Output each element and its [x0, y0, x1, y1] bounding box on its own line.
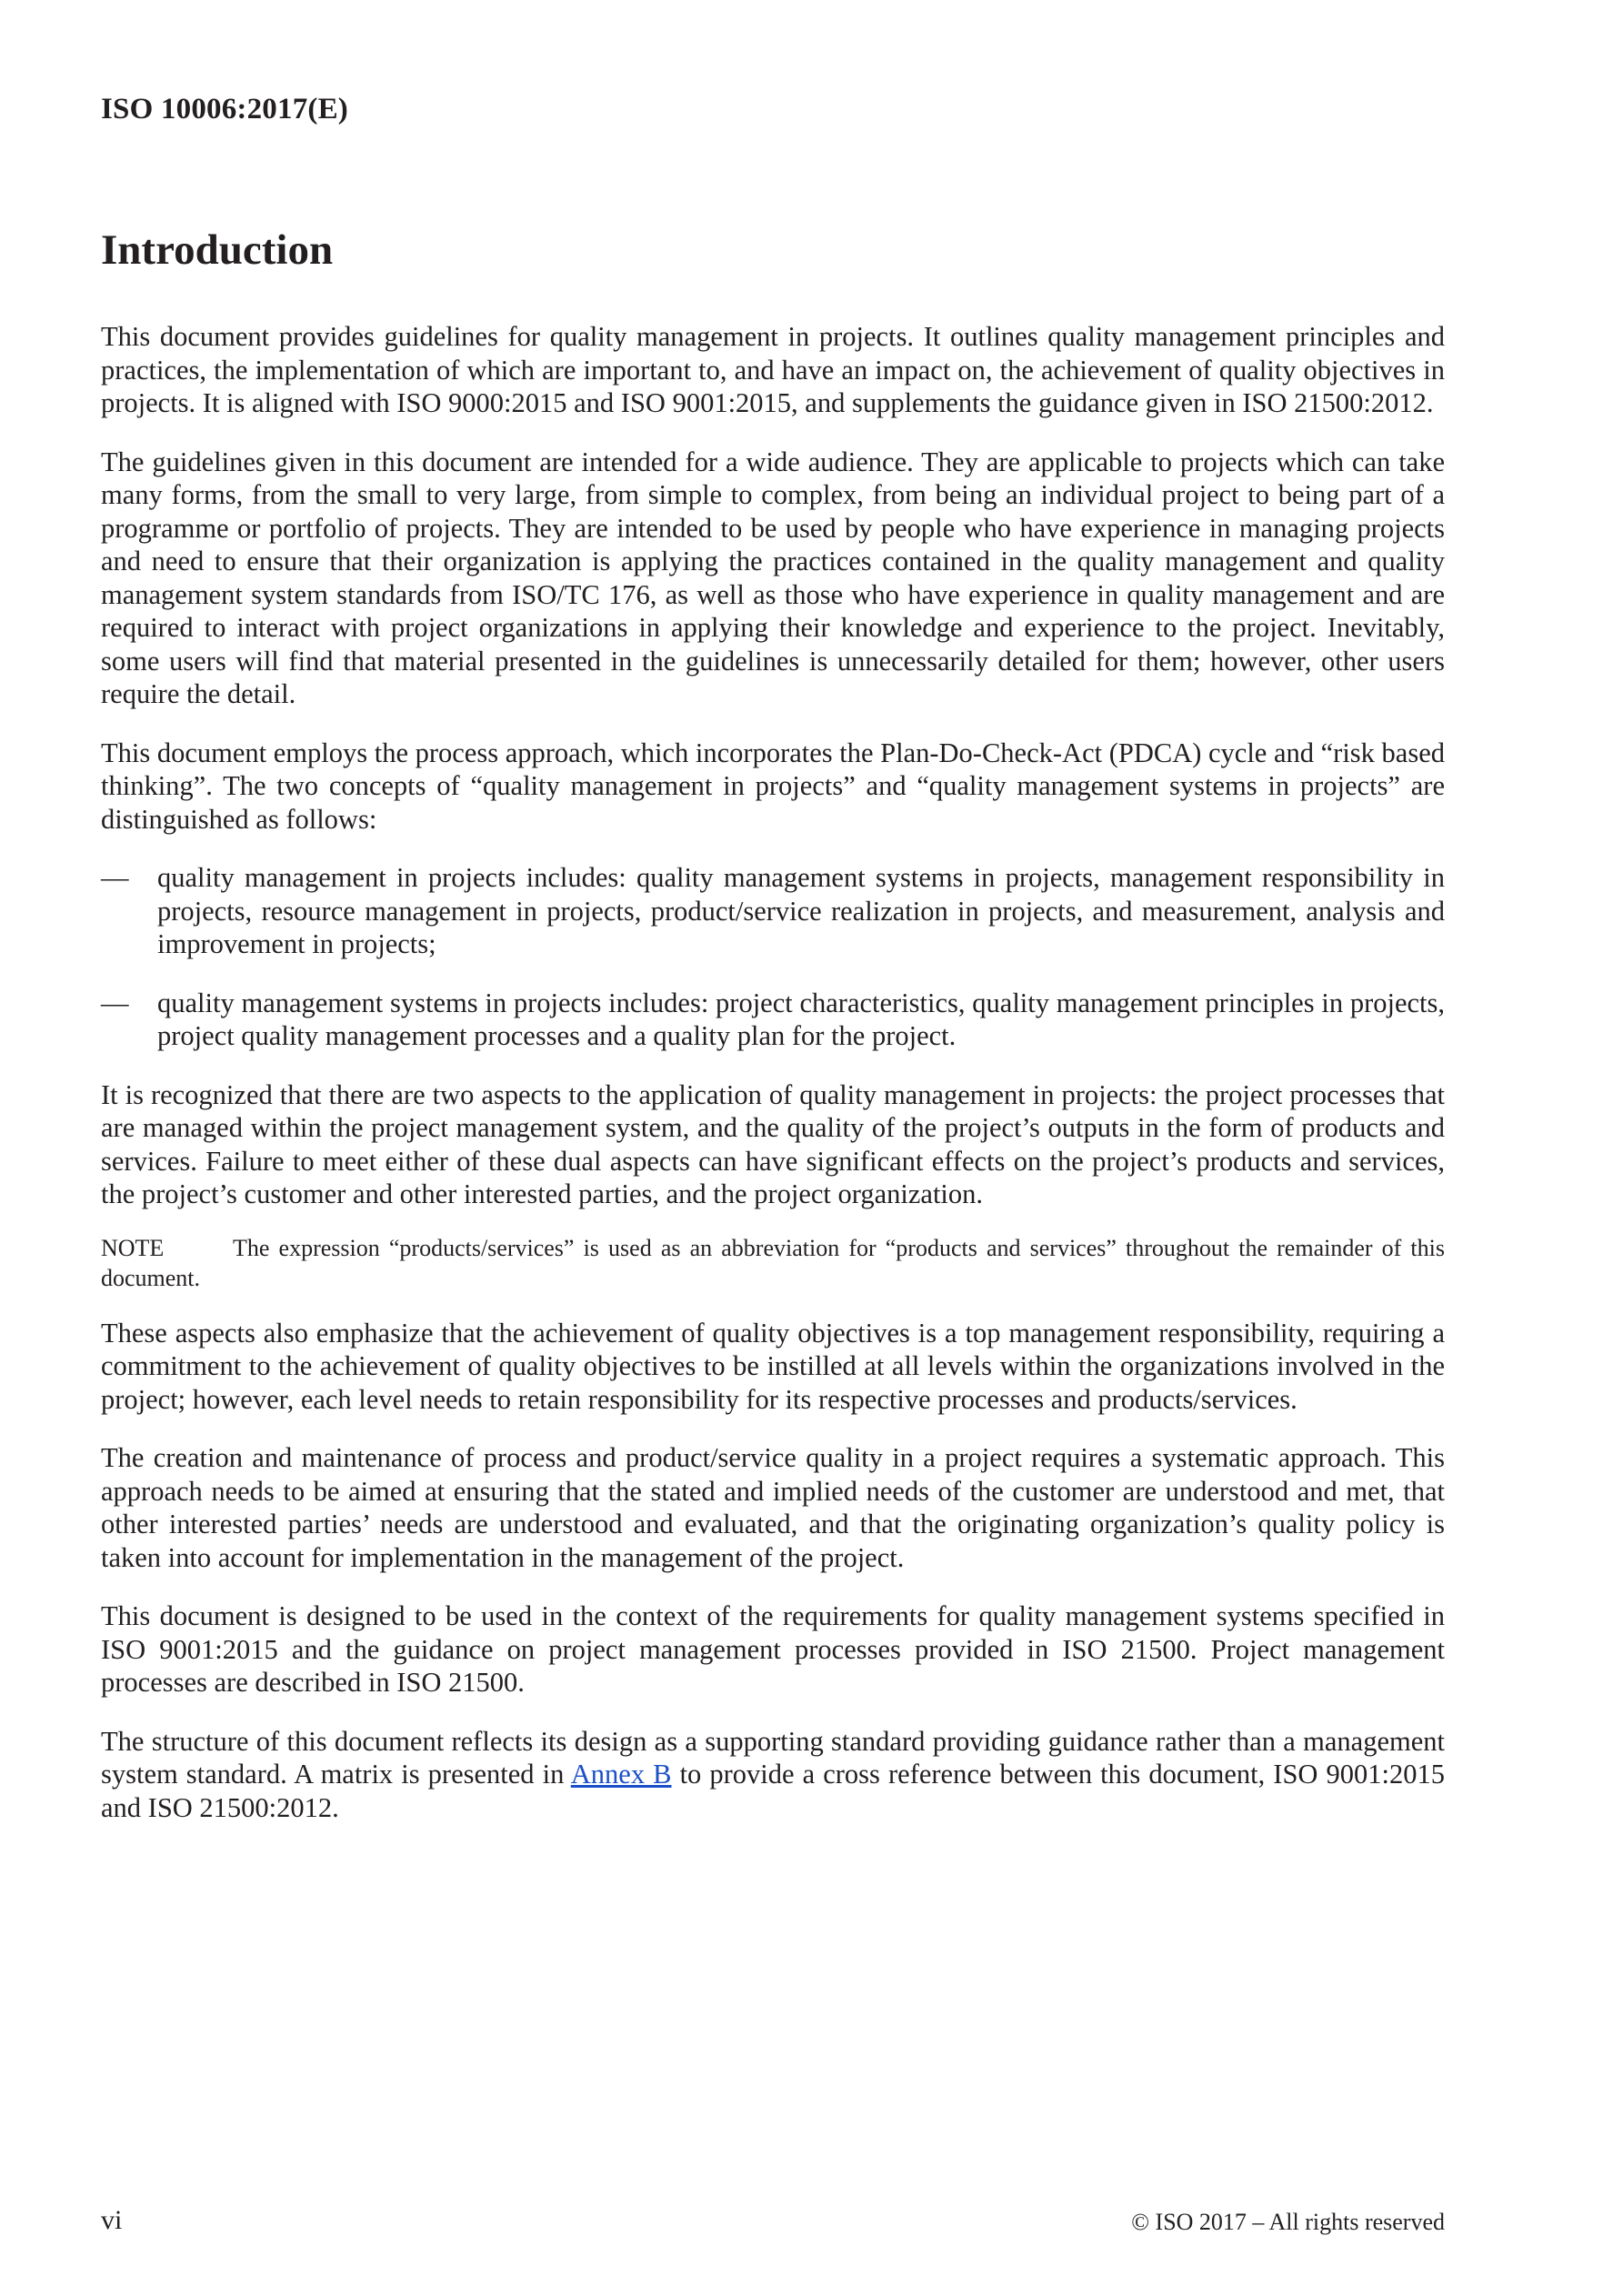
paragraph-6: The creation and maintenance of process and product/service quality in a project requires a systematic approach. This approach needs to be aimed at ensuring that the stated and implied needs of the customer are understood and met, that other interested parties’ needs are understood and evaluated, and that the originating organization’s quality policy is taken into account for implementation in the management of the project.: [101, 1442, 1445, 1573]
note-text: The expression “products/services” is used as an abbreviation for “products and services” throughout the remainder of this document.: [101, 1234, 1445, 1291]
list-item-text: quality management systems in projects includes: project characteristics, quality management principles in projects, project quality management processes and a quality plan for the project.: [157, 987, 1445, 1051]
document-body: [101, 320, 1445, 1850]
note: [101, 1233, 1445, 1293]
list-item: [101, 861, 1445, 961]
concept-list: [101, 861, 1445, 1053]
list-dash: —: [101, 862, 129, 893]
paragraph-5: These aspects also emphasize that the achievement of quality objectives is a top management responsibility, requiring a commitment to the achievement of quality objectives to be instilled at all levels within the organizations involved in the project; however, each level needs to retain responsibility for its respective processes and products/services.: [101, 1317, 1445, 1415]
paragraph-7: This document is designed to be used in the context of the requirements for quality management systems specified in ISO 9001:2015 and the guidance on project management processes provided in ISO 21500. Project management processes are described in ISO 21500.: [101, 1600, 1445, 1698]
section-title: Introduction: [101, 226, 334, 274]
list-item: [101, 987, 1445, 1053]
paragraph-1: This document provides guidelines for quality management in projects. It outlines quality management principles and practices, the implementation of which are important to, and have an impact on, the achievement of quality objectives in projects. It is aligned with ISO 9000:2015 and ISO 9001:2015, and supplements the guidance given in ISO 21500:2012.: [101, 321, 1445, 418]
paragraph-3: This document employs the process approach, which incorporates the Plan-Do-Check-Act (PDCA) cycle and “risk based thinking”. The two concepts of “quality management in projects” and “quality management systems in projects” are distinguished as follows:: [101, 737, 1445, 835]
list-dash: —: [101, 987, 129, 1018]
paragraph-8: [101, 1725, 1445, 1825]
page-number: vi: [101, 2205, 123, 2235]
paragraph-8-text-before: The structure of this document reflects its design as a supporting standard providing guidance rather than a management system standard. A matrix is presented in: [101, 1725, 1445, 1790]
paragraph-2: The guidelines given in this document are intended for a wide audience. They are applicable to projects which can take many forms, from the small to very large, from simple to complex, from being an individual project to being part of a programme or portfolio of projects. They are intended to be used by people who have experience in managing projects and need to ensure that their organization is applying the practices contained in the quality management and quality management system standards from ISO/TC 176, as well as those who have experience in quality management and are required to interact with project organizations in applying their knowledge and experience to the project. Inevitably, some users will find that material presented in the guidelines is unnecessarily detailed for them; however, other users require the detail.: [101, 446, 1445, 709]
paragraph-4: It is recognized that there are two aspects to the application of quality management in projects: the project processes that are managed within the project management system, and the quality of the project’s outputs in the form of products and services. Failure to meet either of these dual aspects can have significant effects on the project’s products and services, the project’s customer and other interested parties, and the project organization.: [101, 1078, 1445, 1209]
list-item-text: quality management in projects includes: quality management systems in projects, management responsibility in projects, resource management in projects, product/service realization in projects, and measurement, analysis and improvement in projects;: [157, 862, 1445, 959]
copyright-notice: © ISO 2017 – All rights reserved: [1131, 2209, 1445, 2235]
annex-b-link[interactable]: Annex B: [570, 1759, 672, 1790]
document-identifier: ISO 10006:2017(E): [101, 93, 348, 125]
document-page: [101, 0, 1445, 2296]
paragraph-8-text-after: to provide a cross reference between this document, ISO 9001:2015 and ISO 21500:2012.: [101, 1759, 1445, 1823]
note-label: NOTE: [101, 1234, 165, 1261]
